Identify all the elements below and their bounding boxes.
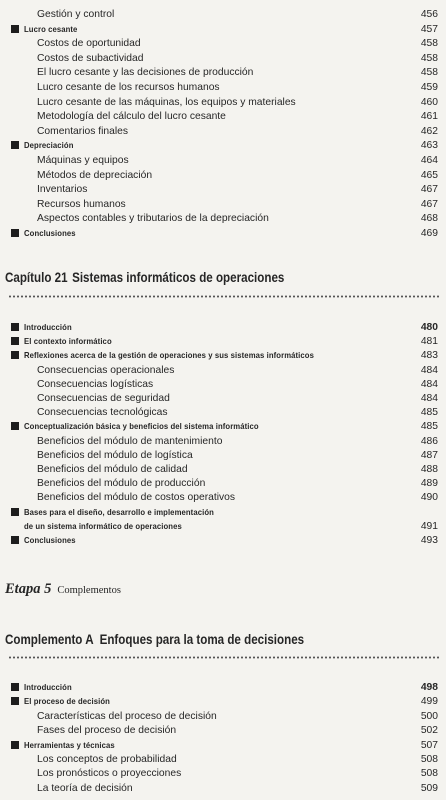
entry-title: Conclusiones <box>24 228 76 238</box>
entry-title: Beneficios del módulo de mantenimiento <box>37 435 223 447</box>
page-number: 461 <box>420 111 438 123</box>
toc-subentry <box>0 52 446 65</box>
page-number: 487 <box>420 449 438 461</box>
page-number: 480 <box>420 322 438 333</box>
page-number: 486 <box>420 435 438 447</box>
toc-subentry <box>0 392 446 405</box>
entry-title: Consecuencias tecnológicas <box>37 407 168 419</box>
toc-subentry <box>0 378 446 391</box>
entry-title: Metodología del cálculo del lucro cesante <box>37 111 226 123</box>
page-number: 468 <box>420 213 438 225</box>
entry-title: El lucro cesante y las decisiones de producción <box>37 67 254 79</box>
toc-entry <box>0 506 446 519</box>
page-number: 484 <box>420 364 438 376</box>
page-number: 508 <box>420 754 438 765</box>
entry-title: Comentarios finales <box>37 125 128 137</box>
page-number: 464 <box>420 155 438 166</box>
toc-entry <box>0 695 446 708</box>
toc-entry <box>0 227 446 240</box>
bullet-square-icon <box>11 323 19 331</box>
entry-title: Inventarios <box>37 184 88 196</box>
entry-title: Bases para el diseño, desarrollo e implementación <box>24 506 214 517</box>
toc-subentry <box>0 154 446 167</box>
bullet-square-icon <box>11 508 19 516</box>
entry-title: Recursos humanos <box>37 198 126 210</box>
complement-number: Complemento A <box>5 632 94 647</box>
entry-title: Consecuencias de seguridad <box>37 393 170 404</box>
page-number: 458 <box>420 52 438 64</box>
toc-entry <box>0 321 446 334</box>
toc-subentry <box>0 435 446 448</box>
entry-title: Máquinas y equipos <box>37 155 129 166</box>
toc-subentry <box>0 753 446 766</box>
page-number: 508 <box>420 768 438 780</box>
stage-title: Complementos <box>57 585 121 596</box>
entry-title: Aspectos contables y tributarios de la depreciación <box>37 213 269 225</box>
toc-subentry <box>0 449 446 462</box>
toc-subentry <box>0 364 446 377</box>
toc-subentry <box>0 169 446 182</box>
toc-entry <box>0 139 446 152</box>
toc-entry <box>0 335 446 348</box>
page-number: 462 <box>420 125 438 137</box>
page-number: 483 <box>420 350 438 362</box>
bullet-square-icon <box>11 141 19 149</box>
page-number: 458 <box>420 38 438 50</box>
page-number: 463 <box>420 140 438 152</box>
page-number: 456 <box>420 9 438 20</box>
bullet-square-icon <box>11 422 19 430</box>
toc-subentry <box>0 198 446 211</box>
entry-title: Lucro cesante de las máquinas, los equipos y materiales <box>37 96 296 108</box>
entry-title: Lucro cesante <box>24 23 78 34</box>
page-number: 493 <box>420 535 438 546</box>
entry-title: El proceso de decisión <box>24 696 110 707</box>
entry-title: El contexto informático <box>24 336 112 347</box>
page-number: 498 <box>420 682 438 693</box>
page-number: 507 <box>420 739 438 751</box>
toc-subentry <box>0 37 446 50</box>
page-number: 489 <box>420 478 438 490</box>
toc-subentry <box>0 406 446 419</box>
page-number: 465 <box>420 169 438 181</box>
toc-subentry <box>0 477 446 490</box>
bullet-square-icon <box>11 25 19 33</box>
toc-entry <box>0 349 446 362</box>
page-number: 502 <box>420 725 438 737</box>
bullet-square-icon <box>11 229 19 237</box>
chapter-21-heading <box>5 270 284 286</box>
entry-title: Reflexiones acerca de la gestión de operaciones y sus sistemas informáticos <box>24 350 314 361</box>
toc-subentry <box>0 81 446 94</box>
toc-subentry <box>0 96 446 109</box>
entry-title: Beneficios del módulo de calidad <box>37 464 188 475</box>
entry-title: de un sistema informático de operaciones <box>24 520 182 531</box>
toc-subentry <box>0 463 446 476</box>
stage-heading <box>5 580 121 598</box>
toc-subentry <box>0 212 446 225</box>
toc-entry <box>0 420 446 433</box>
entry-title: Herramientas y técnicas <box>24 739 115 750</box>
entry-title: Fases del proceso de decisión <box>37 725 177 737</box>
entry-title: Costos de oportunidad <box>37 38 141 50</box>
toc-entry <box>0 739 446 752</box>
entry-title: Consecuencias logísticas <box>37 378 154 390</box>
page-number: 460 <box>420 96 438 108</box>
page-number: 467 <box>420 198 438 210</box>
entry-title: Beneficios del módulo de costos operativos <box>37 492 236 504</box>
page-number: 467 <box>420 184 438 196</box>
dotted-divider <box>8 295 440 298</box>
bullet-square-icon <box>11 683 19 691</box>
toc-subentry <box>0 8 446 21</box>
toc-subentry <box>0 110 446 123</box>
toc-subentry <box>0 710 446 723</box>
bullet-square-icon <box>11 536 19 544</box>
page-number: 459 <box>420 82 438 93</box>
entry-title: Conclusiones <box>24 535 76 545</box>
toc-entry <box>0 520 446 533</box>
toc-subentry <box>0 183 446 196</box>
toc-subentry <box>0 724 446 737</box>
page-number: 481 <box>420 336 438 348</box>
entry-title: La teoría de decisión <box>37 782 133 794</box>
bullet-square-icon <box>11 741 19 749</box>
stage-label: Etapa 5 <box>5 581 52 597</box>
page-number: 484 <box>420 378 438 390</box>
entry-title: Los conceptos de probabilidad <box>37 754 177 765</box>
page-number: 458 <box>420 67 438 79</box>
entry-title: Introducción <box>24 322 72 332</box>
entry-title: Gestión y control <box>37 9 115 20</box>
page-number: 500 <box>420 710 438 722</box>
toc-entry <box>0 23 446 36</box>
bullet-square-icon <box>11 697 19 705</box>
page-number: 499 <box>420 696 438 708</box>
entry-title: Lucro cesante de los recursos humanos <box>37 82 220 93</box>
toc-subentry <box>0 782 446 795</box>
page-number: 488 <box>420 464 438 475</box>
toc-entry <box>0 534 446 547</box>
toc-subentry <box>0 767 446 780</box>
toc-subentry <box>0 125 446 138</box>
page-number: 509 <box>420 782 438 794</box>
entry-title: Beneficios del módulo de producción <box>37 478 206 490</box>
toc-entry <box>0 681 446 694</box>
page-number: 491 <box>420 520 438 532</box>
page-number: 490 <box>420 492 438 504</box>
entry-title: Métodos de depreciación <box>37 169 153 181</box>
chapter-title: Sistemas informáticos de operaciones <box>72 270 285 285</box>
bullet-square-icon <box>11 337 19 345</box>
toc-subentry <box>0 66 446 79</box>
entry-title: Costos de subactividad <box>37 52 144 64</box>
entry-title: Consecuencias operacionales <box>37 364 175 376</box>
entry-title: Características del proceso de decisión <box>37 710 217 722</box>
entry-title: Beneficios del módulo de logística <box>37 449 193 461</box>
complement-title: Enfoques para la toma de decisiones <box>99 632 305 647</box>
entry-title: Depreciación <box>24 140 74 151</box>
page-number: 469 <box>420 228 438 239</box>
page-number: 485 <box>420 421 438 433</box>
page-number: 484 <box>420 393 438 404</box>
bullet-square-icon <box>11 351 19 359</box>
entry-title: Introducción <box>24 682 72 692</box>
page-number: 457 <box>420 23 438 35</box>
page-number: 485 <box>420 407 438 419</box>
dotted-divider <box>8 656 440 659</box>
toc-subentry <box>0 491 446 504</box>
chapter-number: Capítulo 21 <box>5 270 68 285</box>
entry-title: Conceptualización básica y beneficios del sistema informático <box>24 421 259 432</box>
complement-a-heading <box>5 632 304 648</box>
entry-title: Los pronósticos o proyecciones <box>37 768 182 780</box>
